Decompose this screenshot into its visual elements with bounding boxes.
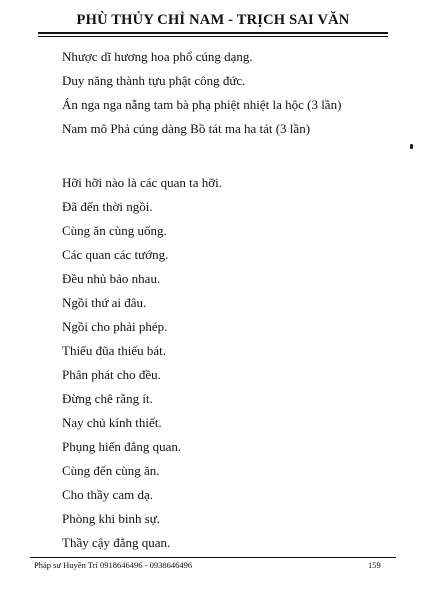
verse-line: Phòng khi binh sự. <box>62 511 161 526</box>
verse-line: Đừng chê rằng ít. <box>62 391 153 406</box>
verse-line: Phụng hiến đẳng quan. <box>62 439 182 454</box>
verse-block-2 <box>62 171 222 555</box>
footer-rule <box>30 557 396 558</box>
verse-line: Nay chủ kính thiết. <box>62 415 162 430</box>
verse-line: Cho thầy cam dạ. <box>62 487 153 502</box>
verse-line: Cùng đến cùng ăn. <box>62 463 160 478</box>
verse-line: Nam mô Phả cúng dàng Bồ tát ma ha tát (3 lần) <box>62 121 311 136</box>
verse-line: Thầy cậy đẳng quan. <box>62 535 171 550</box>
verse-line: Duy năng thành tựu phật công đức. <box>62 73 246 88</box>
verse-line: Ngồi thứ ai đâu. <box>62 295 147 310</box>
verse-line: Nhược dĩ hương hoa phổ cúng dạng. <box>62 49 253 64</box>
footer-author-phone: Pháp sư Huyền Trí 0918646496 - 0938646496 <box>34 560 193 570</box>
verse-line: Phân phát cho đều. <box>62 367 161 382</box>
verse-line: Ngồi cho phải phép. <box>62 319 168 334</box>
verse-line: Đã đến thời ngồi. <box>62 199 153 214</box>
page-number: 159 <box>368 560 381 570</box>
verse-block-1 <box>62 45 341 141</box>
verse-line: Đều nhủ bảo nhau. <box>62 271 161 286</box>
verse-line: Cùng ăn cùng uống. <box>62 223 167 238</box>
page-header-title: PHÙ THỦY CHỈ NAM - TRỊCH SAI VĂN <box>76 12 350 28</box>
verse-line: Các quan các tướng. <box>62 247 169 262</box>
verse-line: Án nga nga nẵng tam bà phạ phiệt nhiệt la hộc (3 lần) <box>62 97 342 112</box>
verse-line: Thiếu đũa thiếu bát. <box>62 343 166 358</box>
verse-line: Hỡi hỡi nào là các quan ta hỡi. <box>62 175 222 190</box>
scan-mark <box>410 144 413 149</box>
header-rule-thick <box>38 32 388 34</box>
header-rule-thin <box>38 36 388 37</box>
